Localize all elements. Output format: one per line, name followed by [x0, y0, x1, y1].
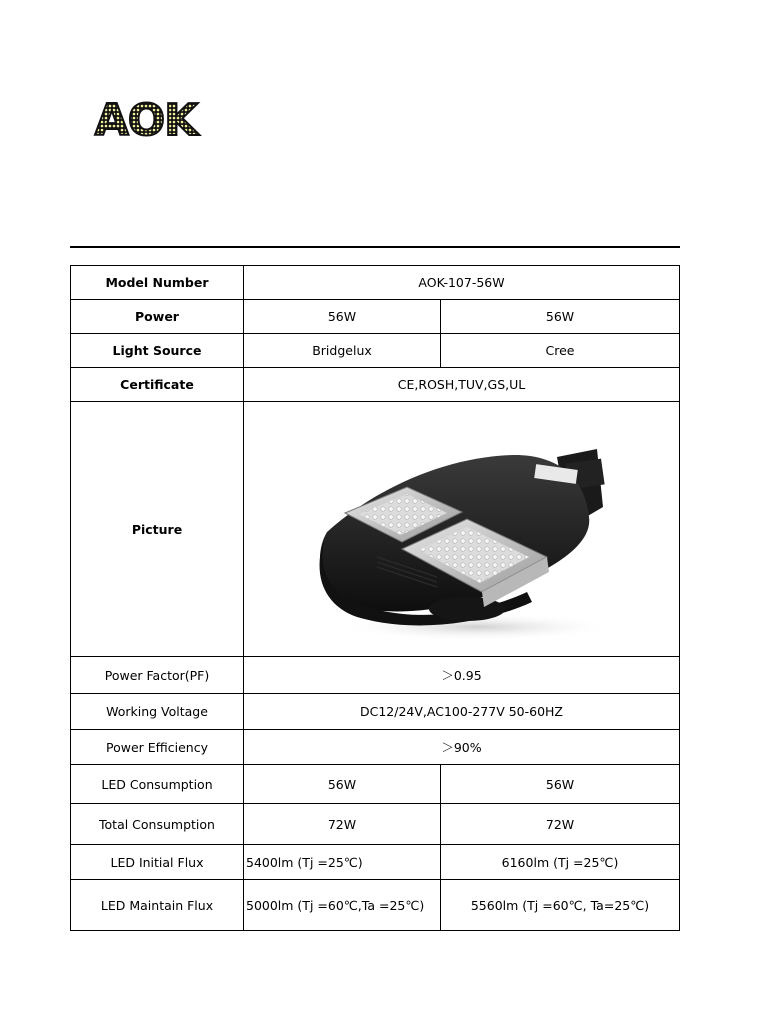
power-label: Power: [71, 300, 244, 334]
row-power-efficiency: [71, 730, 680, 765]
power-factor-value: ＞0.95: [244, 657, 680, 694]
total-consumption-value-1: 72W: [244, 804, 441, 845]
led-initial-flux-label: LED Initial Flux: [71, 845, 244, 880]
led-initial-flux-value-1: 5400lm (Tj =25℃): [244, 845, 441, 880]
row-power: [71, 300, 680, 334]
power-value-1: 56W: [244, 300, 441, 334]
row-led-initial-flux: [71, 845, 680, 880]
led-consumption-value-2: 56W: [441, 765, 680, 804]
certificate-value: CE,ROSH,TUV,GS,UL: [244, 368, 680, 402]
light-source-value-1: Bridgelux: [244, 334, 441, 368]
certificate-label: Certificate: [71, 368, 244, 402]
working-voltage-value: DC12/24V,AC100-277V 50-60HZ: [244, 694, 680, 730]
led-maintain-flux-label: LED Maintain Flux: [71, 880, 244, 931]
spec-table: [70, 265, 680, 931]
row-power-factor: [71, 657, 680, 694]
aok-logo: [80, 96, 212, 140]
power-efficiency-value: ＞90%: [244, 730, 680, 765]
model-number-value: AOK-107-56W: [244, 266, 680, 300]
picture-label: Picture: [71, 402, 244, 657]
light-source-label: Light Source: [71, 334, 244, 368]
led-initial-flux-value-2: 6160lm (Tj =25℃): [441, 845, 680, 880]
led-consumption-label: LED Consumption: [71, 765, 244, 804]
led-maintain-flux-value-2: 5560lm (Tj =60℃, Ta=25℃): [441, 880, 680, 931]
row-model-number: [71, 266, 680, 300]
row-light-source: [71, 334, 680, 368]
row-led-maintain-flux: [71, 880, 680, 931]
logo-text: AOK: [94, 96, 198, 140]
row-working-voltage: [71, 694, 680, 730]
working-voltage-label: Working Voltage: [71, 694, 244, 730]
row-certificate: [71, 368, 680, 402]
row-picture: [71, 402, 680, 657]
power-factor-label: Power Factor(PF): [71, 657, 244, 694]
total-consumption-value-2: 72W: [441, 804, 680, 845]
header-divider: [70, 246, 680, 248]
model-number-label: Model Number: [71, 266, 244, 300]
total-consumption-label: Total Consumption: [71, 804, 244, 845]
row-total-consumption: [71, 804, 680, 845]
led-maintain-flux-value-1: 5000lm (Tj =60℃,Ta =25℃): [244, 880, 441, 931]
picture-cell: [244, 402, 680, 657]
row-led-consumption: [71, 765, 680, 804]
light-source-value-2: Cree: [441, 334, 680, 368]
street-light-image: [307, 417, 617, 642]
led-consumption-value-1: 56W: [244, 765, 441, 804]
power-value-2: 56W: [441, 300, 680, 334]
power-efficiency-label: Power Efficiency: [71, 730, 244, 765]
